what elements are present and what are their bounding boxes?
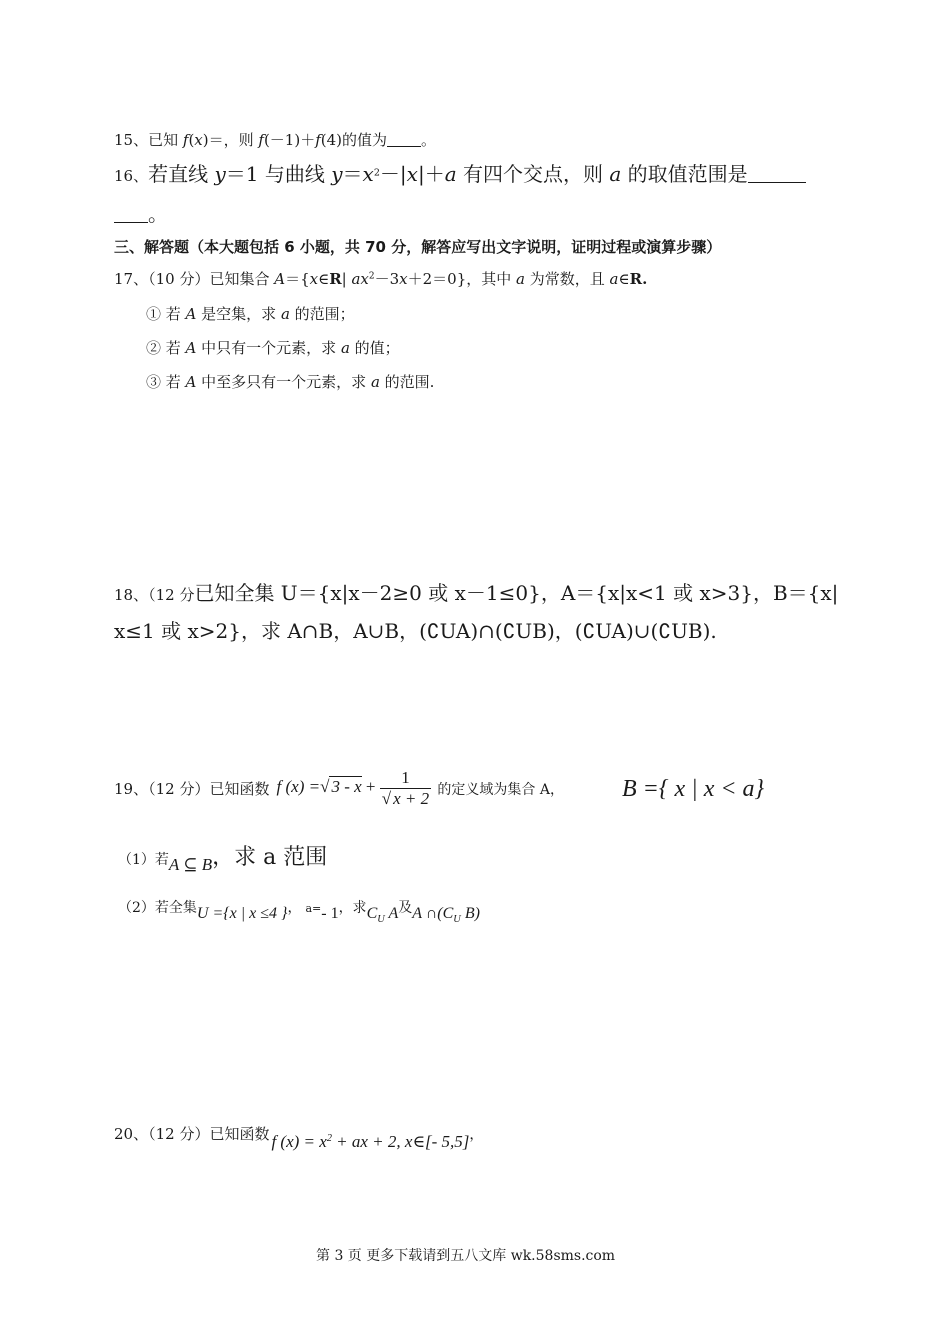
set-B-definition: B ={ x | x < a} <box>622 776 765 802</box>
page-footer: 第 3 页 更多下载请到五八文库 wk.58sms.com <box>316 1248 616 1264</box>
question-16-blank-cont: 。 <box>114 198 168 227</box>
question-18: 18、（12 分已知全集 U＝{x|x－2≥0 或 x－1≤0}，A＝{x|x<1 或 x>3}，B＝{x| <box>114 581 839 605</box>
question-19-part-1: （1）若A ⊆ B，求 a 范围 <box>118 845 328 874</box>
question-20: 20、（12 分）已知函数 f $(x) = x^2$ + ax + 2, x∈[- 5,5]， <box>114 1125 484 1151</box>
function-expression: f (x) =√ 3 - x + $\frac{1}{√ x + 2}$ <box>276 768 430 808</box>
question-17: 17、（10 分）已知集合 A＝{x∈R| $ax^2-3x+2=0$}，其中 a 为常数，且 a∈R. <box>114 270 648 288</box>
sqrt-sign: √ <box>320 777 330 797</box>
question-17-item-1: ① 若 A 是空集，求 a 的范围； <box>146 305 355 323</box>
question-19: 19、（12 分）已知函数 f (x) =√ 3 - x + $\frac{1}{√ x + 2}$ 的定义域为集合 A， <box>114 768 564 808</box>
question-17-item-2: ② 若 A 中只有一个元素，求 a 的值； <box>146 339 400 357</box>
question-18-line-2: x≤1 或 x>2}，求 A∩B，A∪B，(∁UA)∩(∁UB)，(∁UA)∪(∁UB). <box>114 619 717 643</box>
answer-blank <box>114 202 148 223</box>
question-15: 15、已知 f(x)＝，则 f(－1)＋f(4)的值为 。 <box>114 131 437 149</box>
section-3-heading: 三、解答题（本大题包括 6 小题，共 70 分，解答应写出文字说明，证明过程或演算步骤） <box>114 238 722 256</box>
answer-blank <box>748 166 806 183</box>
question-16: 16、若直线 y＝1 与曲线 $y=x^2-|x|+a$ 有四个交点，则 a 的取值范围是 <box>114 158 806 187</box>
question-19-part-2: （2）若全集U ={x | x ≤4 }， a=- 1，求$C_U$ A及A $\cap(C_U$ B) <box>118 900 480 926</box>
answer-blank <box>387 131 421 147</box>
fraction: $\frac{1}{√ x + 2}$ <box>381 768 430 808</box>
question-17-item-3: ③ 若 A 中至多只有一个元素，求 a 的范围. <box>146 373 435 391</box>
